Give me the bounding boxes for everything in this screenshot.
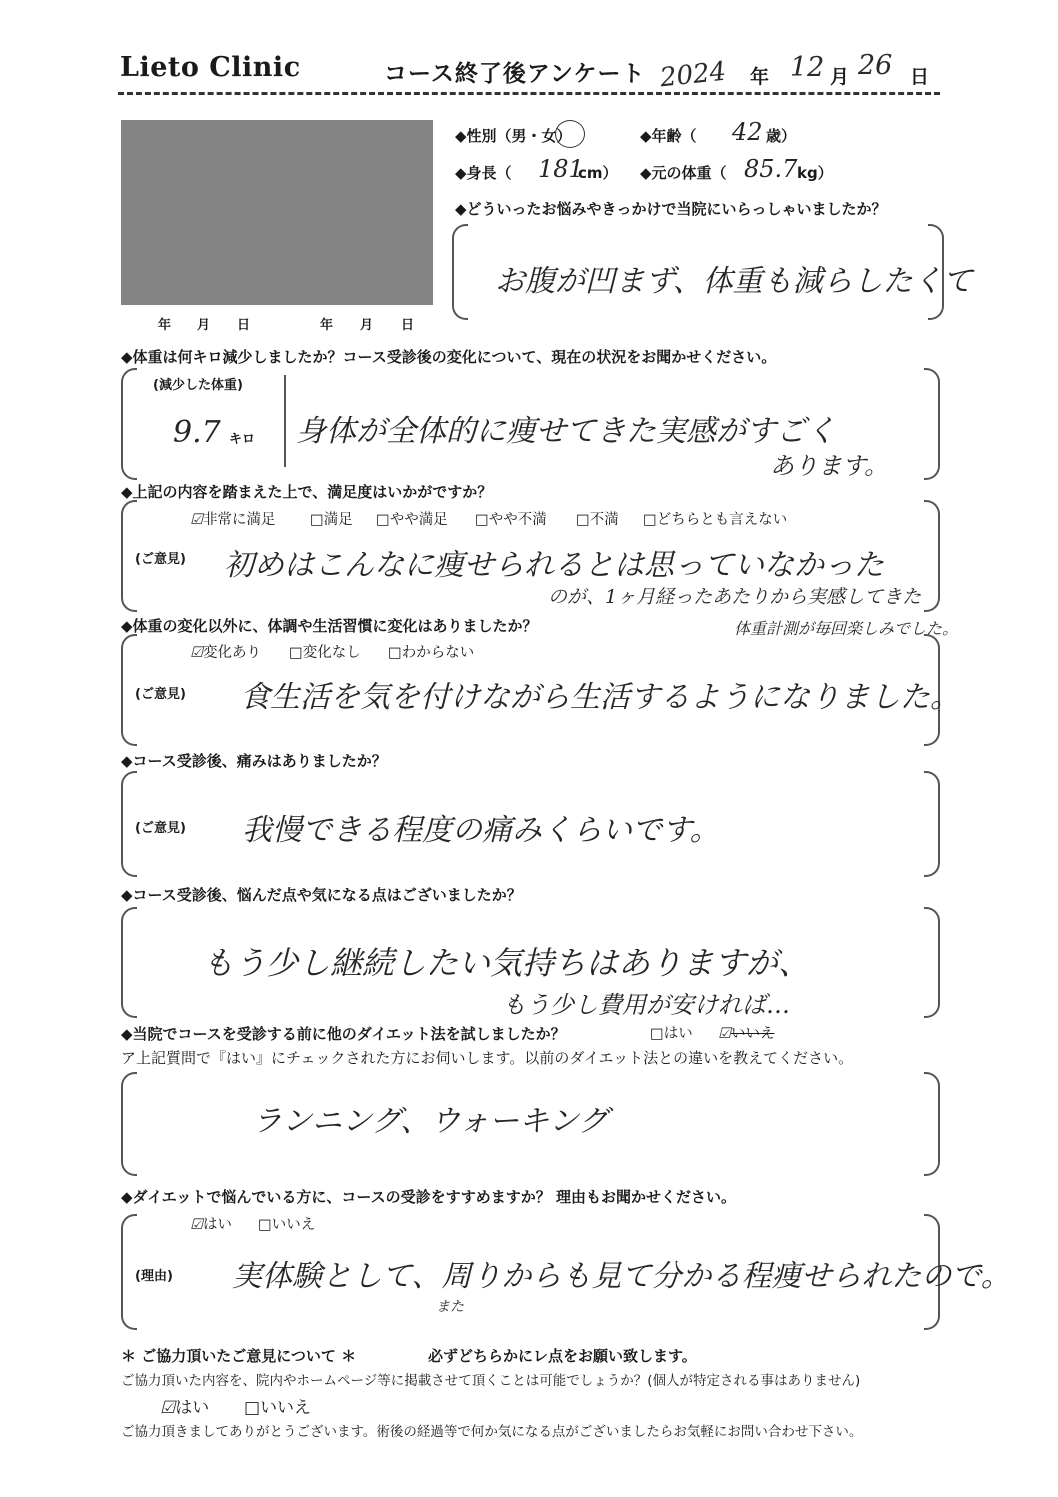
- q3-option-1-label: 非常に満足: [203, 512, 276, 528]
- checkbox-icon[interactable]: □: [289, 645, 303, 661]
- height-unit: cm）: [578, 164, 618, 182]
- photo2-year-label: 年: [320, 318, 334, 333]
- q2-divider: [284, 375, 286, 467]
- consent-yes-label: はい: [175, 1398, 210, 1418]
- q6-question: ◆コース受診後、悩んだ点や気になる点はございましたか？: [121, 886, 522, 904]
- q3-option-6[interactable]: [643, 508, 787, 529]
- checkbox-icon[interactable]: □: [376, 512, 390, 528]
- date-day-label: 日: [910, 66, 930, 88]
- photo2-month-label: 月: [360, 318, 374, 333]
- checkbox-icon[interactable]: □: [258, 1217, 272, 1233]
- q5-answer: 我慢できる程度の痛みくらいです。: [242, 813, 720, 848]
- q8-answer-note: また: [436, 1299, 464, 1315]
- q2-loss-unit: キロ: [229, 432, 256, 447]
- checkbox-icon[interactable]: □: [650, 1026, 664, 1042]
- q3-question: ◆上記の内容を踏まえた上で、満足度はいかがですか？: [121, 483, 493, 501]
- q3-option-2-label: 満足: [323, 512, 353, 528]
- original-weight-value: 85.7: [744, 155, 798, 183]
- q2-bracket-left: [121, 368, 137, 480]
- date-year-value: 2024: [658, 56, 728, 94]
- original-weight-unit: kg）: [797, 164, 833, 182]
- q7-no-option[interactable]: [718, 1022, 775, 1043]
- consent-no-label: いいえ: [260, 1398, 312, 1418]
- checkbox-icon[interactable]: □: [576, 512, 590, 528]
- q3-opinion-label: (ご意見): [135, 552, 186, 567]
- height-label: ◆身長（: [455, 164, 512, 182]
- consent-no-option[interactable]: [244, 1393, 311, 1418]
- q4-opinion-label: (ご意見): [135, 687, 186, 702]
- checked-checkbox-icon[interactable]: ☑: [190, 645, 203, 661]
- q2-answer-line1: 身体が全体的に痩せてきた実感がすごく: [296, 414, 836, 449]
- q8-yes-label: はい: [203, 1217, 232, 1233]
- q3-option-1[interactable]: [190, 508, 276, 529]
- q6-answer-line1: もう少し継続したい気持ちはありますが、: [202, 944, 811, 982]
- q6-bracket-left: [121, 907, 137, 1018]
- q7-bracket-right: [924, 1072, 940, 1176]
- q6-answer-line2: もう少し費用が安ければ…: [502, 991, 790, 1019]
- q8-question: ◆ダイエットで悩んでいる方に、コースの受診をすすめますか？ 理由もお聞かせください。: [121, 1188, 736, 1206]
- q2-bracket-right: [924, 368, 940, 480]
- thanks-message: ご協力頂きましてありがとうございます。術後の経過等で何か気になる点がございましたらお気軽にお問い合わせ下さい。: [121, 1424, 863, 1440]
- q8-no-label: いいえ: [271, 1217, 316, 1233]
- date-day-value: 26: [858, 50, 893, 81]
- q1-question: ◆どういったお悩みやきっかけで当院にいらっしゃいましたか？: [455, 200, 887, 218]
- header-divider: [118, 92, 940, 95]
- q3-bracket-right: [924, 500, 940, 612]
- q7-no-label: いいえ: [731, 1026, 775, 1042]
- checked-checkbox-icon[interactable]: ☑: [160, 1398, 176, 1418]
- checked-checkbox-icon[interactable]: ☑: [190, 1217, 203, 1233]
- q8-reason-label: (理由): [135, 1269, 173, 1284]
- q7-answer: ランニング、ウォーキング: [252, 1104, 609, 1139]
- q8-yes-option[interactable]: [190, 1213, 232, 1234]
- q4-option-3-label: わからない: [401, 645, 475, 661]
- q3-answer-line1: 初めはこんなに痩せられるとは思っていなかった: [224, 548, 884, 583]
- q7-yes-option[interactable]: [650, 1022, 693, 1043]
- checkbox-icon[interactable]: □: [244, 1398, 261, 1418]
- date-month-value: 12: [790, 52, 825, 83]
- photo1-month-label: 月: [197, 318, 211, 333]
- redacted-photo: [121, 120, 433, 305]
- q5-bracket-right: [924, 771, 940, 877]
- checked-checkbox-icon[interactable]: ☑: [718, 1026, 731, 1042]
- age-value: 42: [732, 118, 763, 146]
- q3-option-6-label: どちらとも言えない: [656, 512, 788, 528]
- q5-opinion-label: (ご意見): [135, 821, 186, 836]
- date-year-label: 年: [750, 66, 770, 88]
- footer-heading: ＊ ご協力頂いたご意見について ＊: [121, 1347, 357, 1365]
- q4-option-2[interactable]: [289, 641, 361, 662]
- consent-yes-option[interactable]: [160, 1393, 209, 1418]
- q3-answer-line3: 体重計測が毎回楽しみでした。: [734, 619, 959, 638]
- q4-option-2-label: 変化なし: [302, 645, 361, 661]
- q3-option-5[interactable]: [576, 508, 619, 529]
- q7-bracket-left: [121, 1072, 137, 1176]
- q3-option-3[interactable]: [376, 508, 448, 529]
- q4-option-1[interactable]: [190, 641, 261, 662]
- checked-checkbox-icon[interactable]: ☑: [190, 512, 203, 528]
- footer-heading-right: 必ずどちらかにレ点をお願い致します。: [428, 1347, 697, 1365]
- q4-option-1-label: 変化あり: [203, 645, 261, 661]
- q2-loss-value: 9.7: [173, 415, 221, 450]
- checkbox-icon[interactable]: □: [388, 645, 402, 661]
- photo1-day-label: 日: [237, 318, 251, 333]
- document-title: コース終了後アンケート: [384, 61, 646, 87]
- q3-option-5-label: 不満: [589, 512, 619, 528]
- q3-option-2[interactable]: [310, 508, 353, 529]
- q4-option-3[interactable]: [388, 641, 474, 662]
- q7-question: ◆当院でコースを受診する前に他のダイエット法を試しましたか？: [121, 1025, 566, 1043]
- q8-answer: 実体験として、周りからも見て分かる程痩せられたので。: [232, 1259, 1011, 1294]
- photo1-year-label: 年: [158, 318, 172, 333]
- consent-question: ご協力頂いた内容を、院内やホームページ等に掲載させて頂くことは可能でしょうか？(個人が特定される事はありません): [121, 1373, 861, 1389]
- q2-answer-line2: あります。: [770, 452, 889, 480]
- q3-answer-line2: のが、1ヶ月経ったあたりから実感してきた: [548, 586, 922, 608]
- q3-option-4[interactable]: [475, 508, 547, 529]
- height-value: 181: [538, 155, 584, 183]
- q6-bracket-right: [924, 907, 940, 1018]
- original-weight-label: ◆元の体重（: [640, 164, 727, 182]
- q8-no-option[interactable]: [258, 1213, 315, 1234]
- clinic-name: Lieto Clinic: [120, 52, 301, 83]
- q5-question: ◆コース受診後、痛みはありましたか？: [121, 752, 387, 770]
- q3-option-3-label: やや満足: [389, 512, 448, 528]
- q4-answer: 食生活を気を付けながら生活するようになりました。: [240, 680, 960, 715]
- gender-label: ◆性別（男・女）: [455, 127, 572, 145]
- q3-option-4-label: やや不満: [488, 512, 547, 528]
- checkbox-icon[interactable]: □: [475, 512, 489, 528]
- date-month-label: 月: [830, 66, 850, 88]
- q4-question: ◆体重の変化以外に、体調や生活習慣に変化はありましたか？: [121, 617, 538, 635]
- gender-male-circle: [555, 120, 585, 148]
- q7-sub-question: ア上記質問で『はい』にチェックされた方にお伺いします。以前のダイエット法との違いを教えてください。: [121, 1049, 854, 1067]
- q2-question: ◆体重は何キロ減少しましたか？コース受診後の変化について、現在の状況をお聞かせください。: [121, 348, 777, 366]
- checkbox-icon[interactable]: □: [643, 512, 657, 528]
- q1-bracket-left: [452, 224, 468, 320]
- age-label: ◆年齢（: [640, 127, 697, 145]
- photo2-day-label: 日: [401, 318, 415, 333]
- q2-loss-label: (減少した体重): [153, 378, 243, 393]
- q7-yes-label: はい: [663, 1026, 693, 1042]
- q1-answer: お腹が凹まず、体重も減らしたくて: [495, 264, 973, 299]
- age-unit: 歳）: [766, 127, 797, 145]
- checkbox-icon[interactable]: □: [310, 512, 324, 528]
